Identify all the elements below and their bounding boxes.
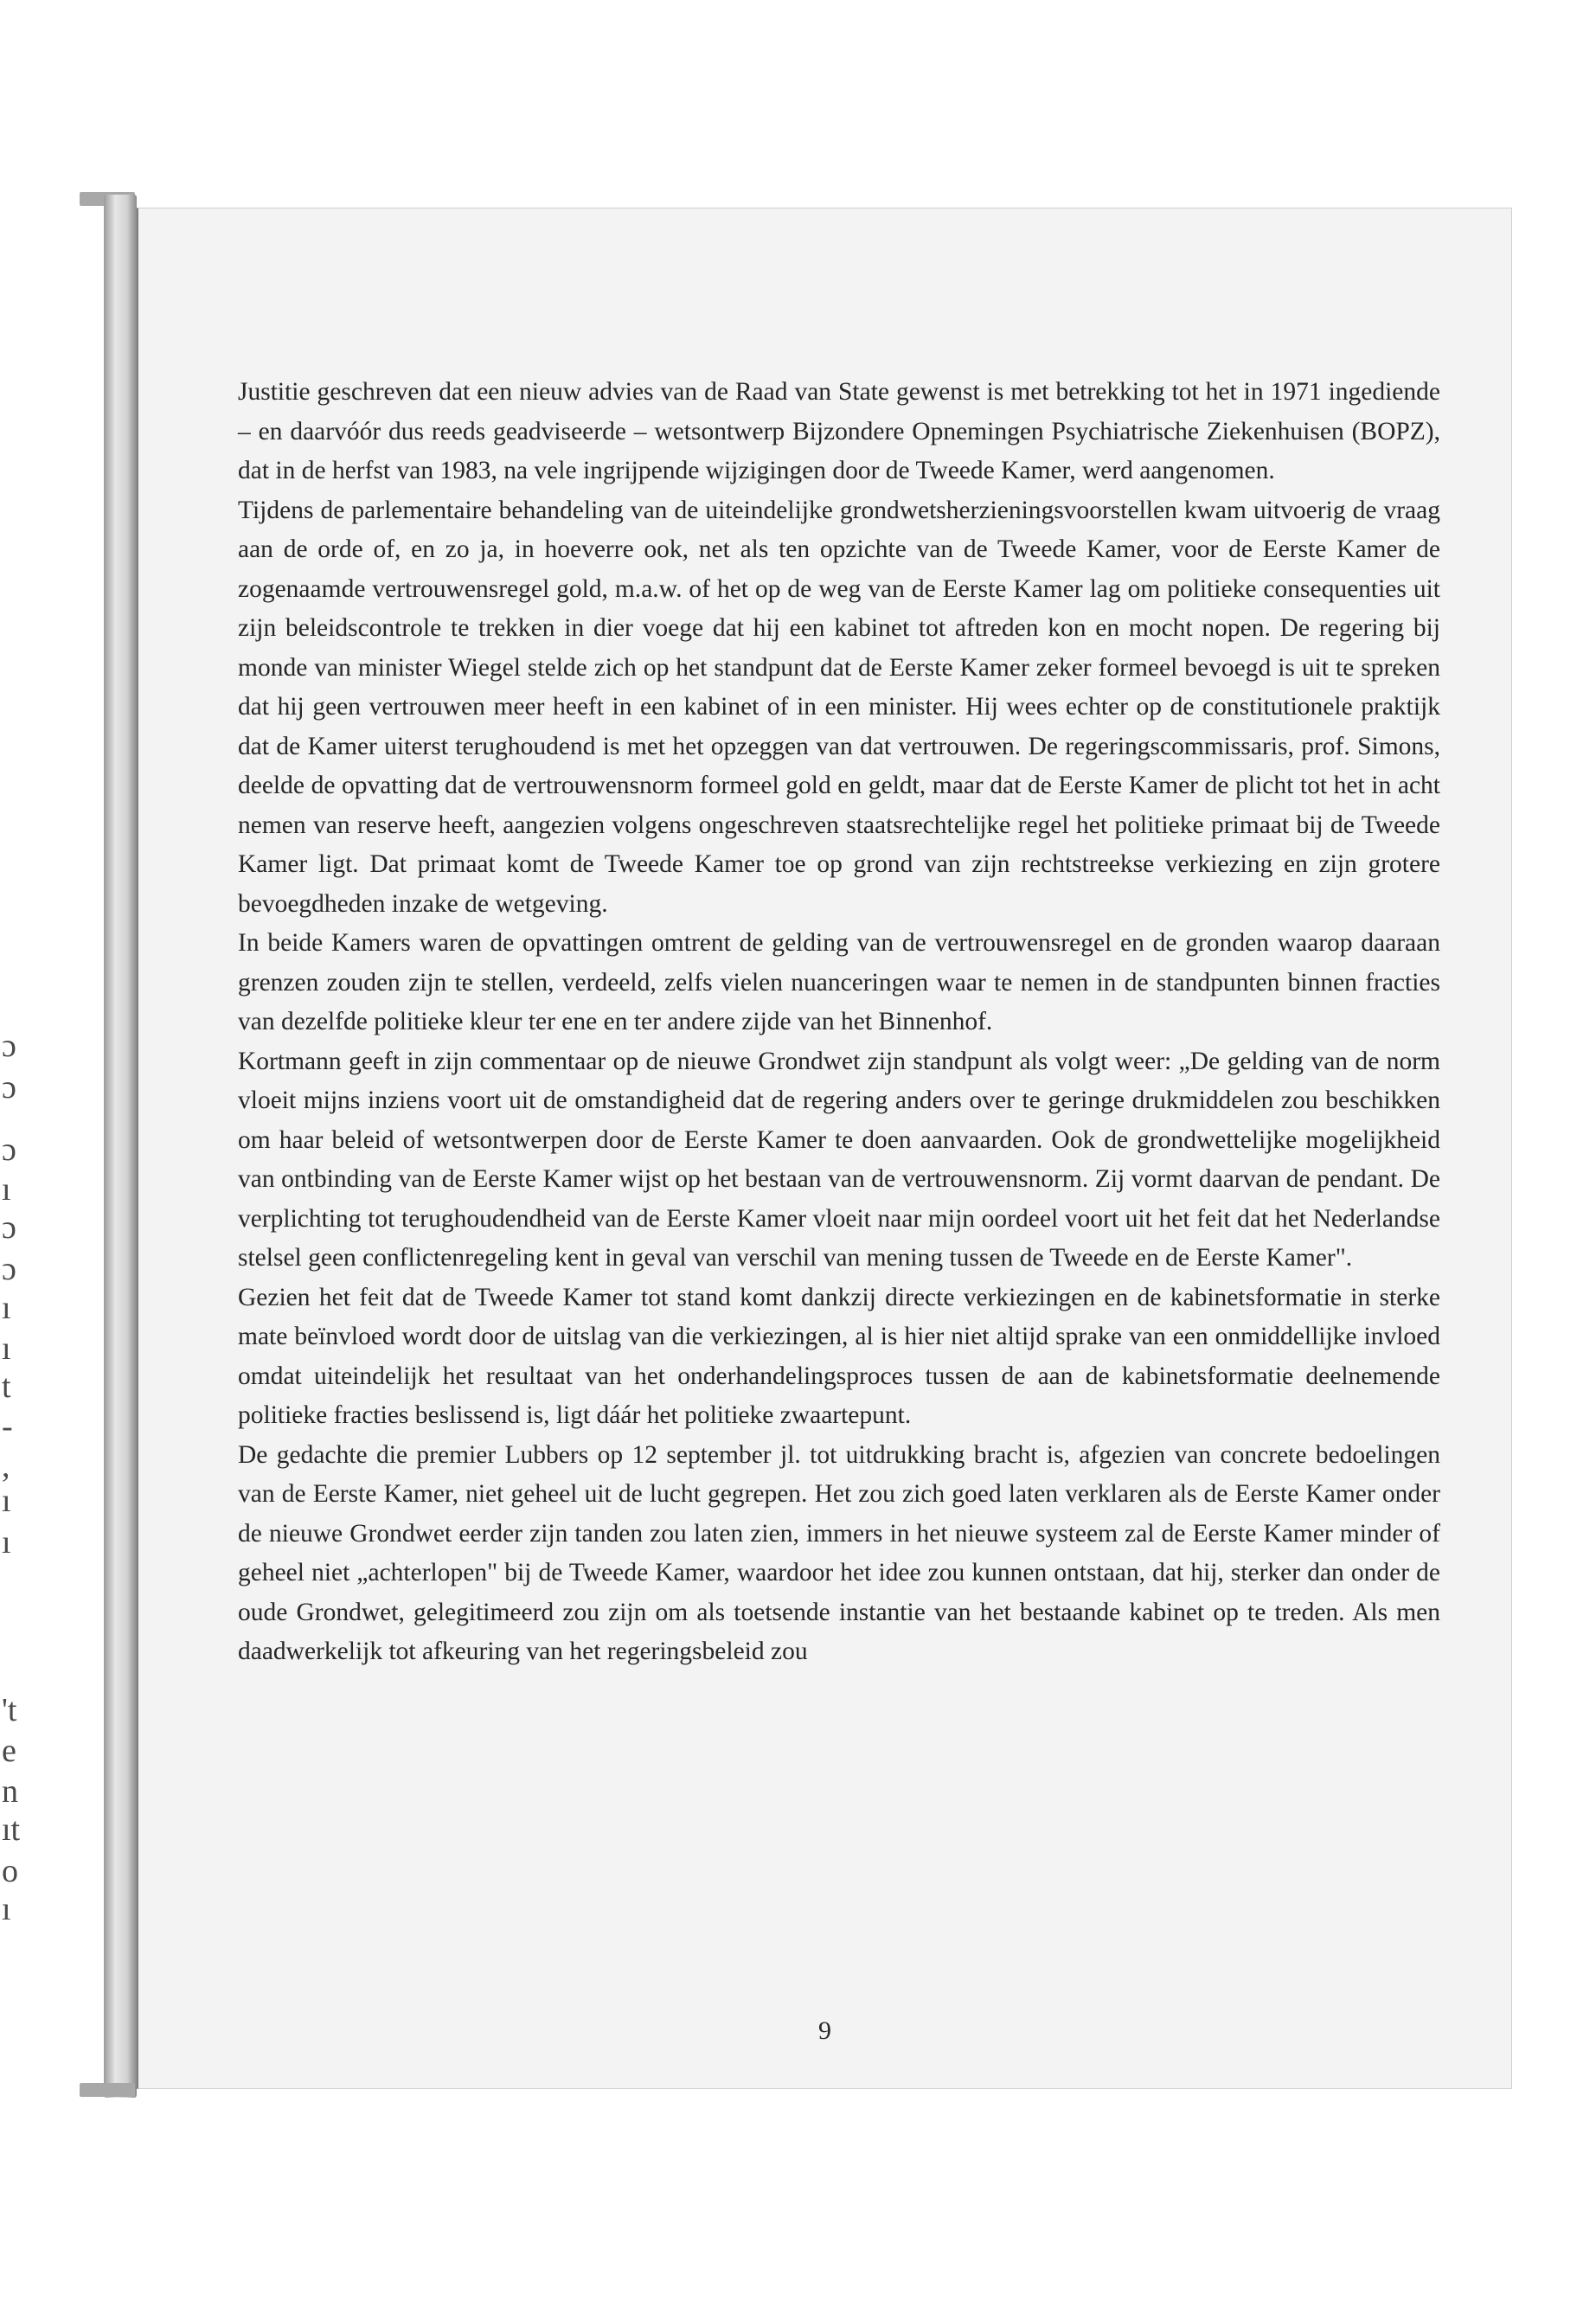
book-spine xyxy=(104,195,137,2098)
prev-page-letter: ɔ xyxy=(2,1028,16,1064)
paragraph: De gedachte die premier Lubbers op 12 september jl. tot uitdrukking bracht is, afgezien van concrete bedoelingen van de Eerste Kamer, niet geheel uit de lucht gegrepen. Het zou zich goed laten verklaren als de Eerste Kamer onder de nieuwe Grondwet eerder zijn tanden zou laten zien, immers in het nieuwe systeem zal de Eerste Kamer minder of geheel niet „achterlopen" bij de Tweede Kamer, waardoor het idee zou kunnen ontstaan, dat hij, sterker dan onder de oude Grondwet, gelegitimeerd zou zijn om als toetsende instantie van het bestaande kabinet op te treden. Als men daadwerkelijk tot afkeuring van het regeringsbeleid zou xyxy=(238,1440,1440,1665)
page-number: 9 xyxy=(818,2016,831,2045)
prev-page-letter: ı xyxy=(2,1524,11,1561)
paragraph: Gezien het feit dat de Tweede Kamer tot stand komt dankzij directe verkiezingen en de kabinetsformatie in sterke mate beïnvloed wordt door de uitslag van die verkiezingen, al is hier niet altijd sprake van een onmiddellijke invloed omdat uiteindelijk het resultaat van het onderhandelingsproces tussen de aan de kabinetsformatie deelnemende politieke fracties beslissend is, ligt dáár het politieke zwaartepunt. xyxy=(238,1283,1440,1429)
prev-page-letter: ɔ xyxy=(2,1131,16,1168)
prev-page-letter: - xyxy=(2,1408,13,1445)
previous-page-edge xyxy=(0,0,102,2301)
prev-page-letter: ı xyxy=(2,1891,11,1927)
paragraph: Justitie geschreven dat een nieuw advies van de Raad van State gewenst is met betrekking tot het in 1971 ingediende – en daarvóór dus reeds geadviseerde – wetsontwerp Bijzondere Opnemingen Psychiatrische Ziekenhuisen (BOPZ), dat in de herfst van 1983, na vele ingrijpende wijzigingen door de Tweede Kamer, werd aangenomen. xyxy=(238,378,1440,484)
prev-page-letter: n xyxy=(2,1773,18,1810)
prev-page-letter: o xyxy=(2,1853,18,1889)
prev-page-letter: ɔ xyxy=(2,1209,16,1246)
paragraph: In beide Kamers waren de opvattingen omtrent de gelding van de vertrouwensregel en de gronden waarop daaraan grenzen zouden zijn te stellen, verdeeld, zelfs vielen nuanceringen waar te nemen in de standpunten binnen fracties van dezelfde politieke kleur ter ene en ter andere zijde van het Binnenhof. xyxy=(238,929,1440,1035)
prev-page-letter: ı xyxy=(2,1330,11,1367)
spine-cap-bottom xyxy=(80,2083,135,2097)
prev-page-letter: ı xyxy=(2,1290,11,1326)
book-page xyxy=(137,208,1512,2089)
paragraph: Tijdens de parlementaire behandeling van de uiteindelijke grondwetsherzieningsvoorstellen kwam uitvoerig de vraag aan de orde of, en zo ja, in hoeverre ook, net als ten opzichte van de Tweede Kamer, voor de Eerste Kamer de zogenaamde vertrouwensregel gold, m.a.w. of het op de weg van de Eerste Kamer lag om politieke consequenties uit zijn beleidscontrole te trekken in dier voege dat hij een kabinet tot aftreden kon en mocht nopen. De regering bij monde van minister Wiegel stelde zich op het standpunt dat de Eerste Kamer zeker formeel bevoegd is uit te spreken dat hij geen vertrouwen meer heeft in een kabinet of in een minister. Hij wees echter op de constitutionele praktijk dat de Kamer uiterst terughoudend is met het opzeggen van dat vertrouwen. De regeringscommissaris, prof. Simons, deelde de opvatting dat de vertrouwensnorm formeel gold en geldt, maar dat de Eerste Kamer de plicht tot het in acht nemen van reserve heeft, aangezien volgens ongeschreven staatsrechtelijke regel het politieke primaat bij de Tweede Kamer ligt. Dat primaat komt de Tweede Kamer toe op grond van zijn rechtstreekse verkiezing en zijn grotere bevoegdheden inzake de wetgeving. xyxy=(238,496,1440,918)
prev-page-letter: ı xyxy=(2,1171,11,1208)
prev-page-letter: ı xyxy=(2,1483,11,1519)
prev-page-letter: t xyxy=(2,1368,11,1405)
prev-page-letter: e xyxy=(2,1733,16,1769)
body-text xyxy=(238,373,1440,1672)
prev-page-letter: ɔ xyxy=(2,1069,16,1106)
prev-page-letter: ıt xyxy=(2,1811,21,1848)
paragraph: Kortmann geeft in zijn commentaar op de nieuwe Grondwet zijn standpunt als volgt weer: „De gelding van de norm vloeit mijns inziens voort uit de omstandigheid dat de regering anders over te geringe drukmiddelen zou beschikken om haar beleid of wetsontwerpen door de Eerste Kamer te doen aanvaarden. Ook de grondwettelijke mogelijkheid van ontbinding van de Eerste Kamer wijst op het bestaan van de vertrouwensnorm. Zij vormt daarvan de pendant. De verplichting tot terughoudendheid van de Eerste Kamer vloeit naar mijn oordeel voort uit het feit dat het Nederlandse stelsel geen conflictenregeling kent in geval van verschil van mening tussen de Tweede en de Eerste Kamer". xyxy=(238,1047,1440,1272)
prev-page-letter: 't xyxy=(2,1692,17,1728)
prev-page-letter: ɔ xyxy=(2,1251,16,1287)
prev-page-letter: , xyxy=(2,1448,10,1484)
